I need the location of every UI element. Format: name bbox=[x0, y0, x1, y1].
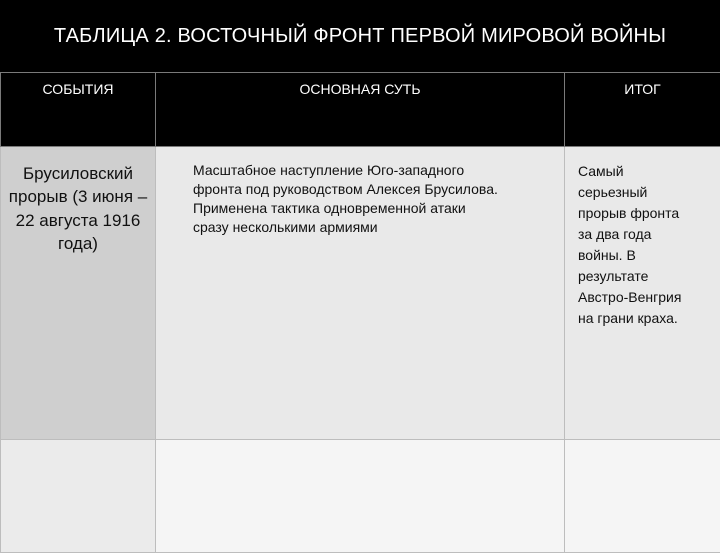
essence-line: Применена тактика одновременной атаки bbox=[193, 199, 555, 218]
result-line: на грани краха. bbox=[578, 308, 713, 329]
essence-cell bbox=[156, 440, 565, 553]
result-line: Самый bbox=[578, 161, 713, 182]
header-essence: ОСНОВНАЯ СУТЬ bbox=[156, 73, 565, 147]
result-cell bbox=[565, 147, 720, 440]
events-table bbox=[0, 72, 720, 553]
essence-line: фронта под руководством Алексея Брусилова. bbox=[193, 180, 555, 199]
result-line: результате bbox=[578, 266, 713, 287]
result-line: за два года bbox=[578, 224, 713, 245]
table-row bbox=[1, 147, 720, 440]
event-line: 22 августа 1916 bbox=[0, 209, 158, 232]
table-header-row bbox=[1, 73, 720, 147]
result-cell bbox=[565, 440, 720, 553]
table-row bbox=[1, 440, 720, 553]
result-line: прорыв фронта bbox=[578, 203, 713, 224]
event-cell bbox=[1, 440, 156, 553]
essence-cell bbox=[156, 147, 565, 440]
result-line: Австро-Венгрия bbox=[578, 287, 713, 308]
result-line: серьезный bbox=[578, 182, 713, 203]
result-text bbox=[578, 161, 713, 329]
header-events: СОБЫТИЯ bbox=[1, 73, 156, 147]
essence-line: Масштабное наступление Юго-западного bbox=[193, 161, 555, 180]
event-line: Брусиловский bbox=[0, 162, 158, 185]
event-text bbox=[0, 162, 158, 256]
essence-text bbox=[193, 161, 555, 237]
essence-line: сразу несколькими армиями bbox=[193, 218, 555, 237]
event-line: года) bbox=[0, 232, 158, 255]
page-title: ТАБЛИЦА 2. ВОСТОЧНЫЙ ФРОНТ ПЕРВОЙ МИРОВОЙ ВОЙНЫ bbox=[0, 0, 720, 72]
header-result: ИТОГ bbox=[565, 73, 720, 147]
event-line: прорыв (3 июня – bbox=[0, 185, 158, 208]
event-cell bbox=[1, 147, 156, 440]
result-line: войны. В bbox=[578, 245, 713, 266]
